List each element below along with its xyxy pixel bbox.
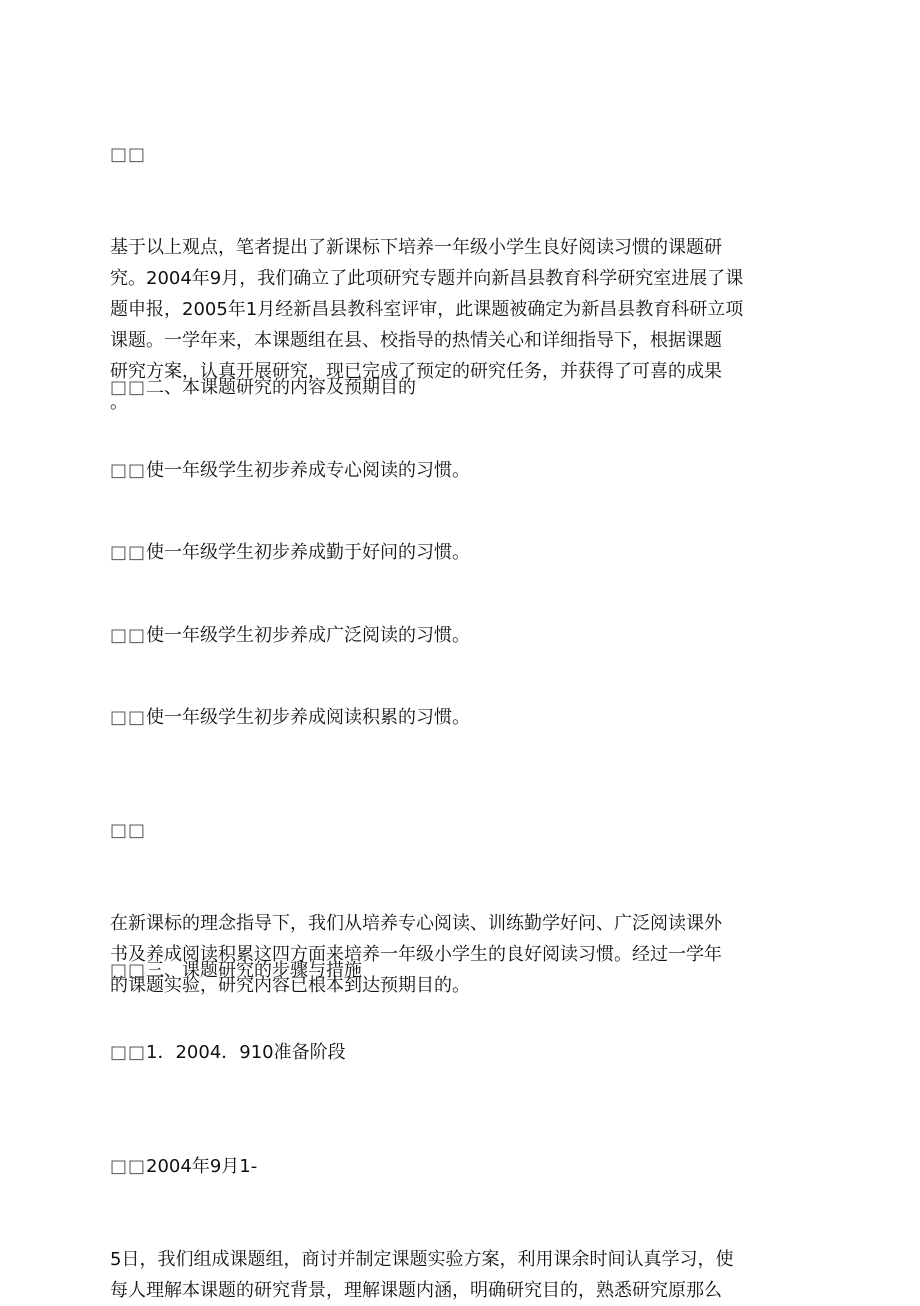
goal-text: 使一年级学生初步养成专心阅读的习惯。 — [146, 460, 471, 481]
paragraph-text: 在新课标的理念指导下，我们从培养专心阅读、训练勤学好问、广泛阅读课外 书及养成阅读积累这四方面来培养一年级小学生的良好阅读习惯。经过一学年 的课题实验，研究内容已根本到达预期目的。 — [110, 913, 722, 996]
paragraph-first-line: 2004年9月1- — [146, 1156, 258, 1177]
missing-glyph-marks: □□ — [110, 542, 147, 563]
missing-glyph-marks: □□ — [110, 460, 147, 481]
missing-glyph-marks: □□ — [110, 144, 147, 165]
section-heading-2 — [110, 372, 800, 403]
goal-item-1 — [110, 455, 800, 486]
missing-glyph-marks: □□ — [110, 377, 147, 398]
paragraph-text: 基于以上观点，笔者提出了新课标下培养一年级小学生良好阅读习惯的课题研 究。2004年9月，我们确立了此项研究专题并向新昌县教育科学研究室进展了课 题申报，2005年1月经新昌县教科室评审，此课题被确定为新昌县教育科研立项 课题。一学年来，本课题组在县、校指导的热情关心和详细指导下，根据课题 研究方案，认真开展研究，现已完成了预定的研究任务，并获得了可喜的成果 。 — [110, 237, 744, 413]
stage-heading — [110, 1037, 800, 1068]
stage-text: 1．2004．910准备阶段 — [146, 1042, 346, 1063]
missing-glyph-marks: □□ — [110, 1156, 147, 1177]
goal-text: 使一年级学生初步养成阅读积累的习惯。 — [146, 707, 471, 728]
missing-glyph-marks: □□ — [110, 1042, 147, 1063]
goal-item-4 — [110, 702, 800, 733]
heading-text: 三、课题研究的步骤与措施 — [146, 960, 363, 981]
goal-item-3 — [110, 620, 800, 651]
missing-glyph-marks: □□ — [110, 960, 147, 981]
missing-glyph-marks: □□ — [110, 820, 147, 841]
stage-paragraph — [110, 1120, 800, 1306]
goal-text: 使一年级学生初步养成勤于好问的习惯。 — [146, 542, 471, 563]
missing-glyph-marks: □□ — [110, 707, 147, 728]
heading-text: 二、本课题研究的内容及预期目的 — [146, 377, 417, 398]
paragraph-text: 5日，我们组成课题组，商讨并制定课题实验方案，利用课余时间认真学习，使 每人理解本课题的研究背景，理解课题内涵，明确研究目的，熟悉研究原那么 — [110, 1249, 734, 1301]
missing-glyph-marks: □□ — [110, 625, 147, 646]
goal-text: 使一年级学生初步养成广泛阅读的习惯。 — [146, 625, 471, 646]
section-heading-3 — [110, 955, 800, 986]
goal-item-2 — [110, 537, 800, 568]
